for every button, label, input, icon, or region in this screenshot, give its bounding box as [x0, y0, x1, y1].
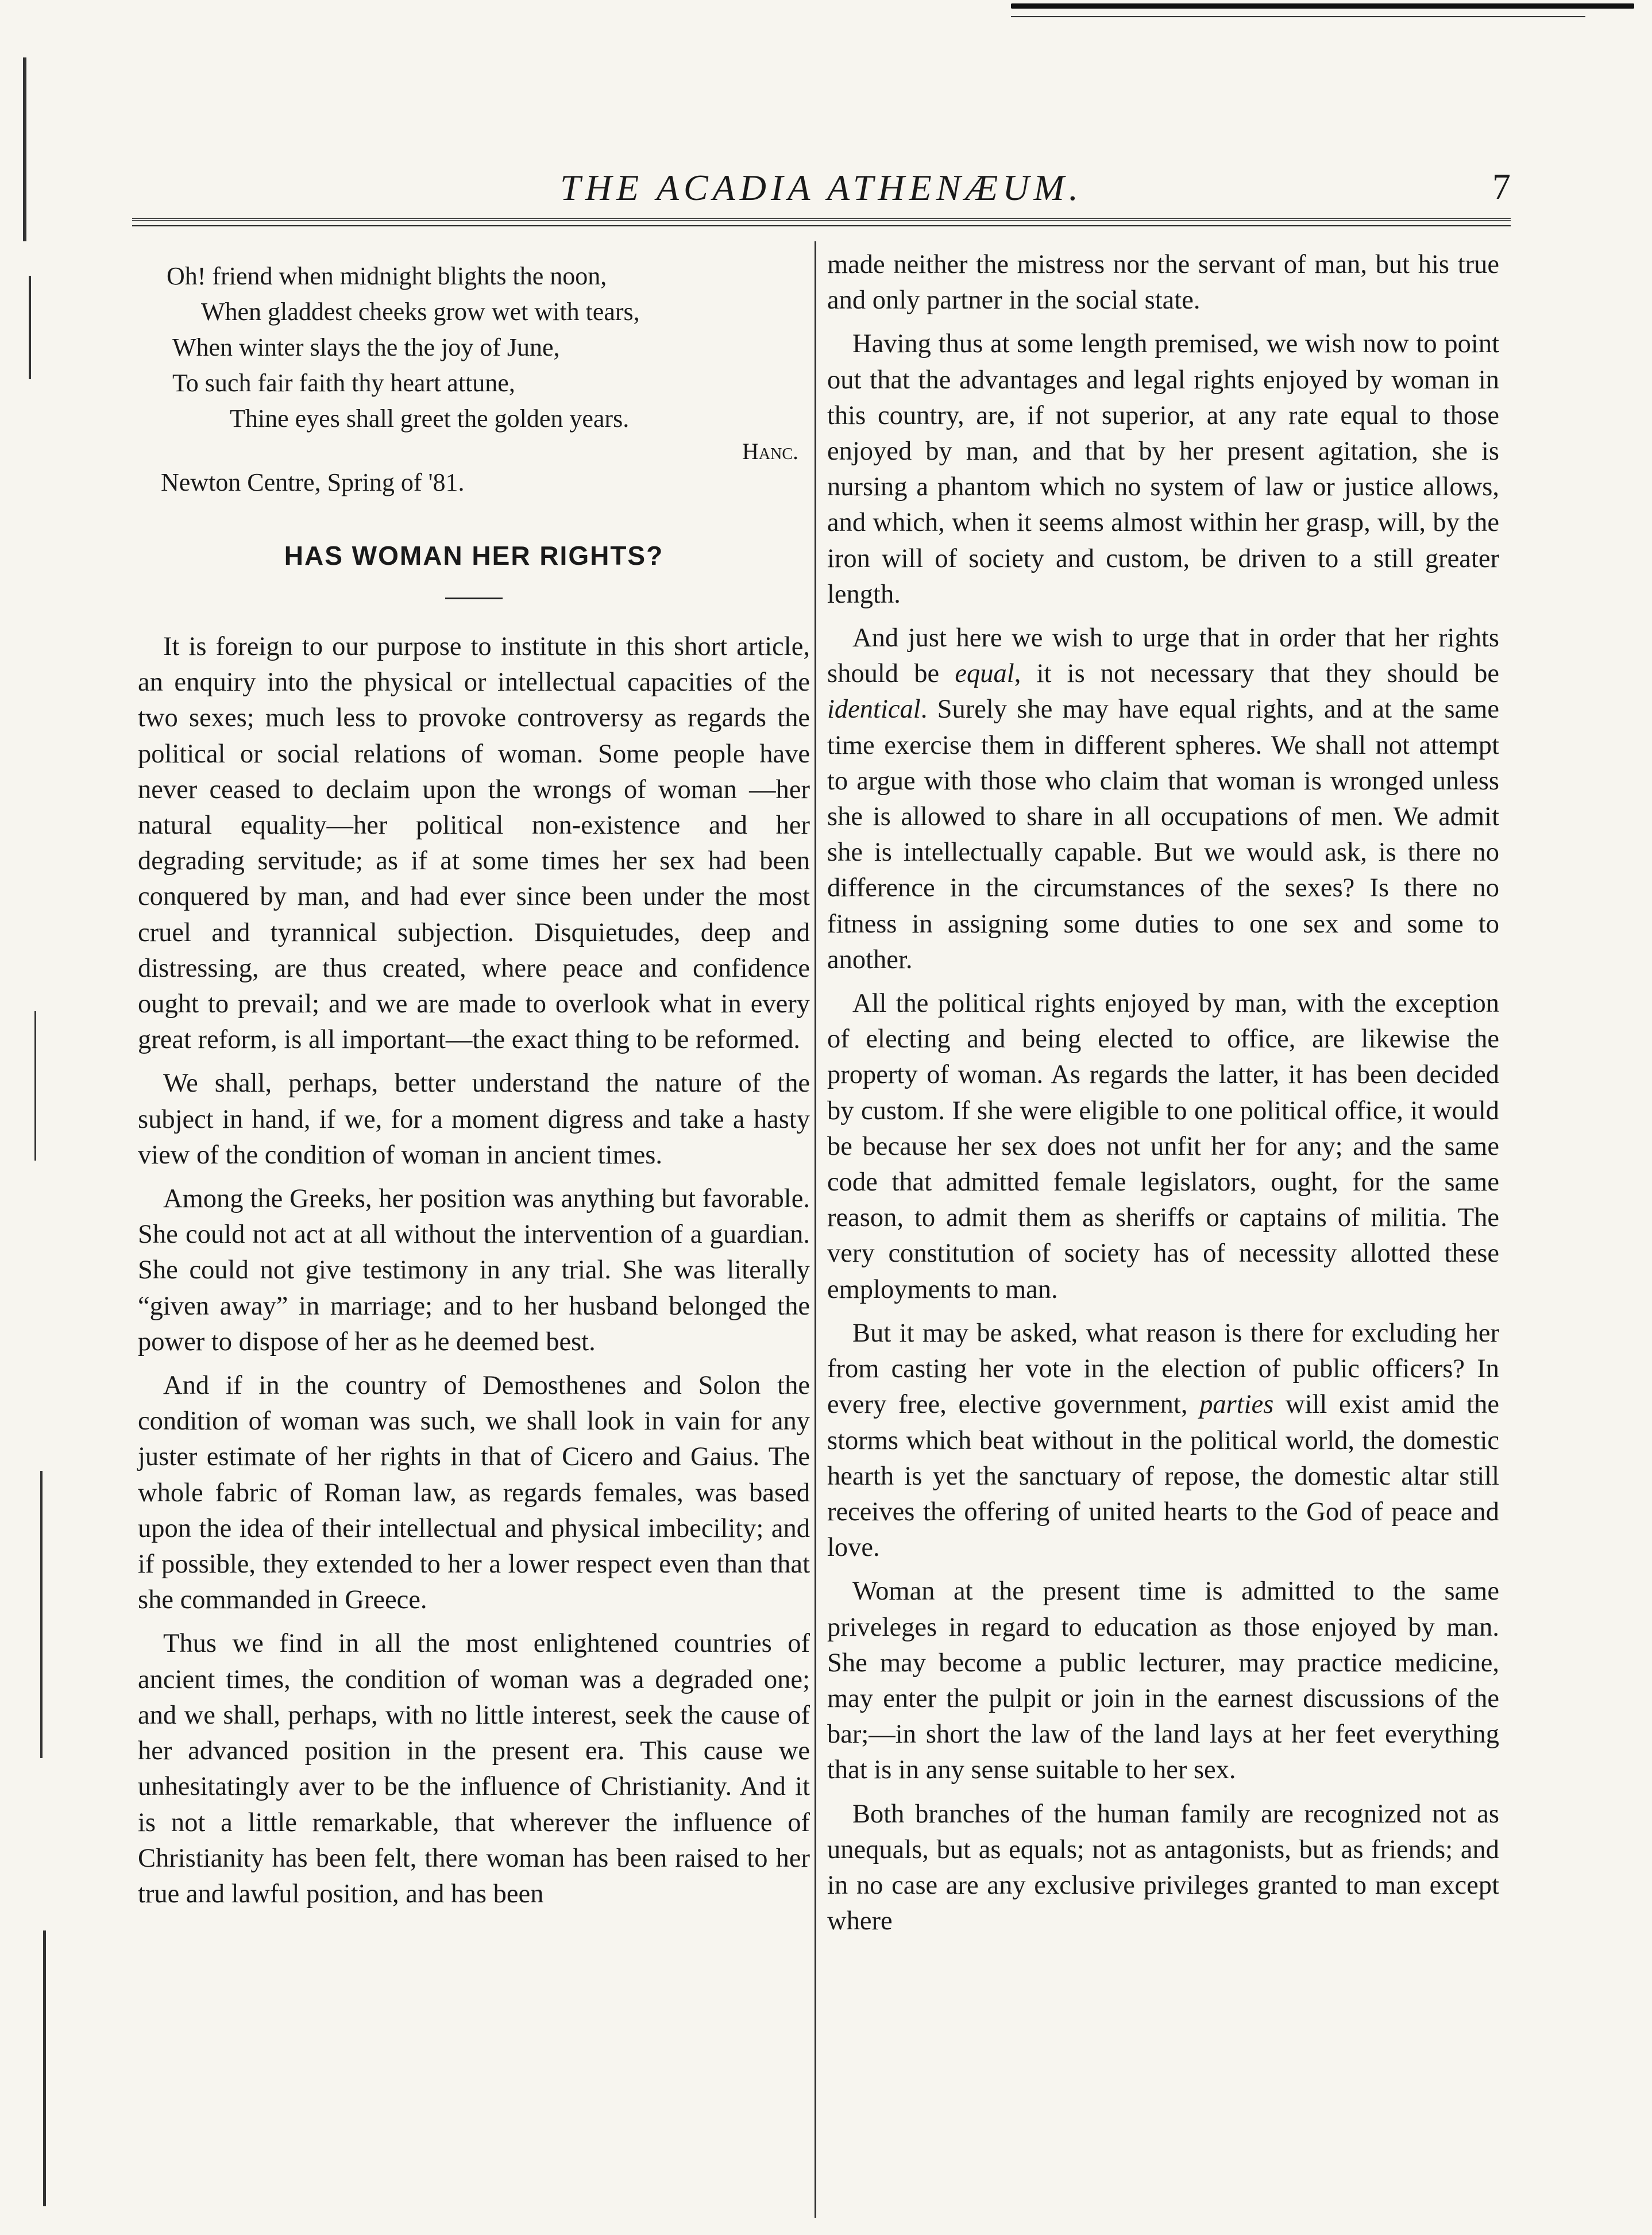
header-rule	[132, 218, 1511, 221]
poem-line: When gladdest cheeks grow wet with tears,	[201, 298, 640, 326]
paragraph: Having thus at some length premised, we wish now to point out that the advantages and legal rights enjoyed by woman in this country, are, if not superior, at any rate equal to those enjoyed by man, and that by her present agitation, she is nursing a phantom which no system of law or justice allows, and which, when it seems almost within her grasp, will, by the iron will of society and custom, be driven to a still greater length.	[827, 329, 1499, 609]
poem-signature: Hanc.	[742, 438, 798, 464]
paragraph	[827, 621, 1499, 978]
paragraph	[827, 1316, 1499, 1566]
text-run: , it is not necessary that they should be	[1014, 659, 1500, 689]
article-body-right	[827, 247, 1499, 1939]
binding-margin-marks	[23, 34, 63, 2218]
poem-line: Oh! friend when midnight blights the noon,	[167, 262, 607, 290]
article-body-left	[138, 629, 810, 1912]
title-rule	[445, 598, 503, 599]
poem-line: When winter slays the the joy of June,	[172, 333, 560, 361]
emphasis-identical: identical	[827, 695, 921, 725]
right-column	[827, 247, 1499, 2212]
paragraph: Both branches of the human family are recognized not as unequals, but as equals; not as antagonists, but as friends; and in no case are any exclusive privileges granted to man except where	[827, 1799, 1499, 1936]
paragraph: All the political rights enjoyed by man, with the exception of electing and being elected to office, are likewise the property of woman. As regards the latter, it has been decided by custom. If she were eligible to one political office, it would be because her sex does not unfit her for any; and the same code that admitted female legislators, ought, for the same reason, to admit them as sheriffs or captains of militia. The very constitution of society has of necessity allotted these employments to man.	[827, 989, 1499, 1304]
text-run: will exist amid the storms which beat without in the political world, the domestic hearth is yet the sanctuary of repose, the domestic altar still receives the offering of united hearts to the God of peace and love.	[827, 1390, 1499, 1563]
emphasis-equal: equal	[955, 659, 1014, 689]
paragraph: And if in the country of Demosthenes and Solon the condition of woman was such, we shall look in vain for any juster estimate of her rights in that of Cicero and Gaius. The whole fabric of Roman law, as regards females, was based upon the idea of their intellectual and physical imbecility; and if possible, they extended to her a lower respect even than that she commanded in Greece.	[138, 1371, 810, 1615]
text-run: But it may be asked, what reason is there for excluding her from casting her vote in the election of public officers? In every free, elective government,	[827, 1318, 1499, 1420]
top-edge-thin-rule	[1011, 16, 1585, 17]
emphasis-parties: parties	[1199, 1390, 1274, 1420]
poem-line: To such fair faith thy heart attune,	[172, 369, 515, 397]
text-run: And just here we wish to urge that in order that her rights should be	[827, 623, 1499, 689]
poem-line: Thine eyes shall greet the golden years.	[230, 404, 630, 433]
header-rule-lower	[132, 225, 1511, 226]
top-edge-rule	[1011, 3, 1634, 9]
journal-title: THE ACADIA ATHENÆUM.	[560, 167, 1083, 208]
paragraph: Woman at the present time is admitted to the same priveleges in regard to education as those enjoyed by man. She may become a public lecturer, may practice medicine, may enter the pulpit or join in the earnest discussions of the bar;—in short the law of the land lays at her feet everything that is in any sense suitable to her sex.	[827, 1577, 1499, 1785]
paragraph: Among the Greeks, her position was anything but favorable. She could not act at all without the intervention of a guardian. She could not give testimony in any trial. She was literally “given away” in marriage; and to her husband belonged the power to dispose of her as he deemed best.	[138, 1184, 810, 1357]
article-title: HAS WOMAN HER RIGHTS?	[284, 541, 664, 571]
paragraph-continuation: made neither the mistress nor the servant of man, but his true and only partner in the social state.	[827, 250, 1499, 315]
text-run: . Surely she may have equal rights, and at the same time exercise them in different spheres. We shall not attempt to argue with those who claim that woman is wronged unless she is allowed to share in all occupations of men. We admit she is intellectually capable. But we would ask, is there no difference in the circumstances of the sexes? Is there no fitness in assigning some duties to one sex and some to another.	[827, 695, 1499, 974]
column-divider	[815, 241, 816, 2218]
paragraph: Thus we find in all the most enlightened countries of ancient times, the condition of woman was a degraded one; and we shall, perhaps, with no little interest, seek the cause of her advanced position in the present era. This cause we unhesitatingly aver to be the influence of Christianity. And it is not a little remarkable, that wherever the influence of Christianity has been felt, there woman has been raised to her true and lawful position, and has been	[138, 1629, 810, 1909]
paragraph: We shall, perhaps, better understand the nature of the subject in hand, if we, for a moment digress and take a hasty view of the condition of woman in ancient times.	[138, 1069, 810, 1170]
left-column	[138, 247, 810, 2212]
poem-dateline: Newton Centre, Spring of '81.	[161, 468, 465, 496]
running-head	[138, 155, 1511, 218]
poem	[138, 259, 810, 499]
page-number: 7	[1492, 166, 1511, 207]
paragraph: It is foreign to our purpose to institute in this short article, an enquiry into the physical or intellectual capacities of the two sexes; much less to provoke controversy as regards the political or social relations of woman. Some people have never ceased to declaim upon the wrongs of woman —her natural equality—her political non-existence and her degrading servitude; as if at some times her sex had been conquered by man, and had ever since been under the most cruel and tyrannical subjection. Disquietudes, deep and distressing, are thus created, where peace and confidence ought to prevail; and we are made to overlook what in every great reform, is all important—the exact thing to be reformed.	[138, 632, 810, 1055]
